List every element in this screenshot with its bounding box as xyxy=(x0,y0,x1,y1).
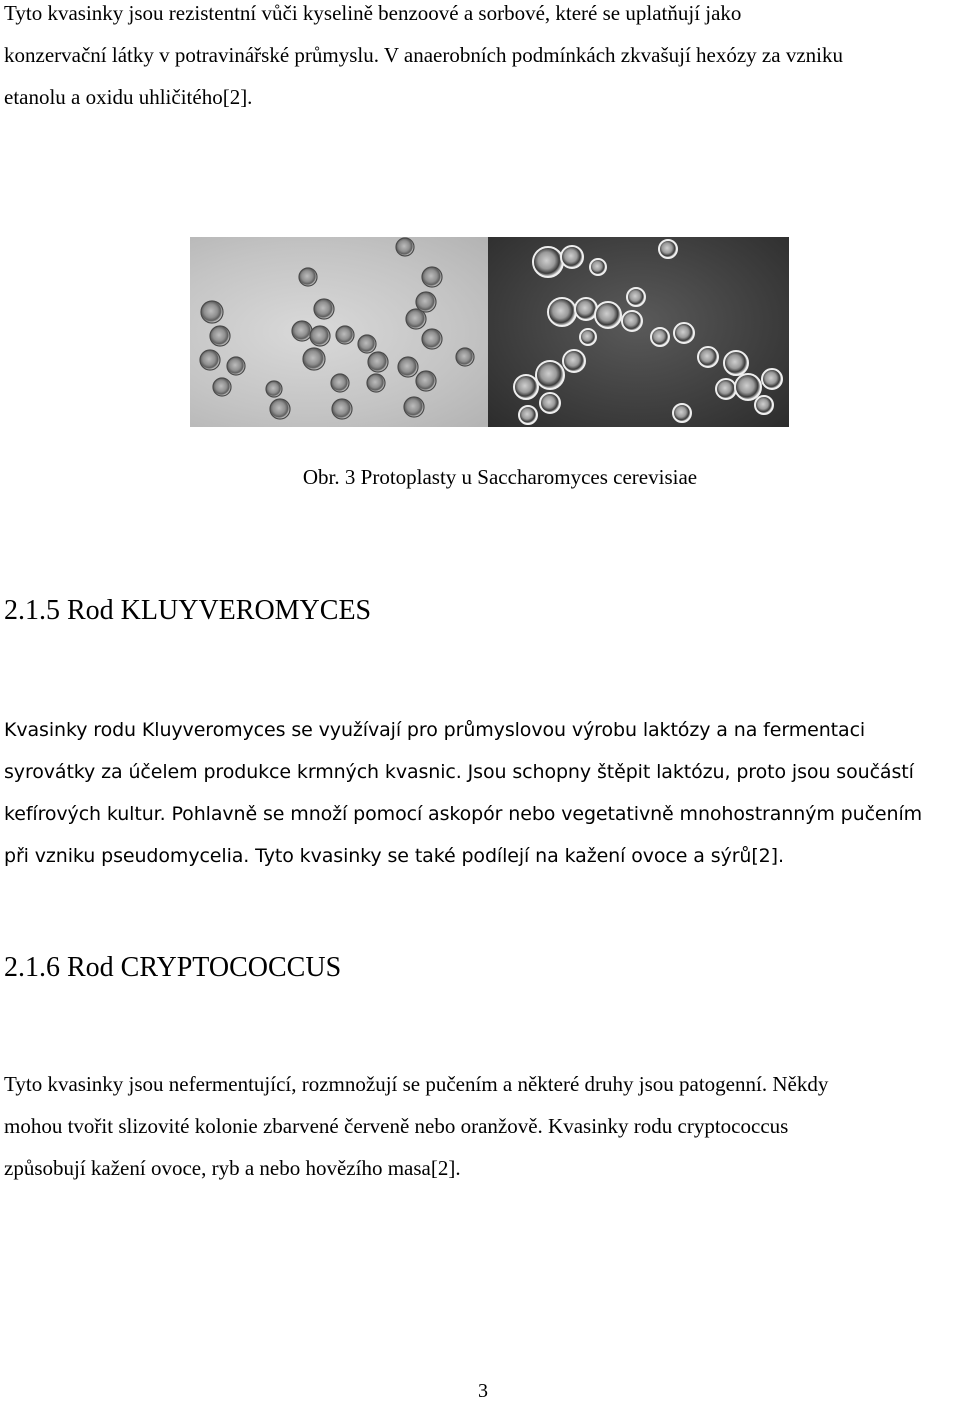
cryptococcus-paragraph xyxy=(4,1063,954,1189)
intro-line-1: Tyto kvasinky jsou rezistentní vůči kyselině benzoové a sorbové, které se uplatňují jako xyxy=(4,1,742,25)
cryptococcus-line-1: Tyto kvasinky jsou nefermentující, rozmnožují se pučením a některé druhy jsou patogenní. Někdy xyxy=(4,1072,829,1096)
page-number: 3 xyxy=(478,1380,488,1402)
protoplast-micrograph xyxy=(190,237,789,427)
intro-paragraph xyxy=(4,0,954,118)
kluyveromyces-line-4: při vzniku pseudomycelia. Tyto kvasinky se také podílejí na kažení ovoce a sýrů[2]. xyxy=(4,845,784,867)
kluyveromyces-line-2: syrovátky za účelem produkce krmných kvasnic. Jsou schopny štěpit laktózu, proto jsou součástí xyxy=(4,761,914,783)
phase-contrast-cells-image xyxy=(488,237,789,427)
kluyveromyces-line-3: kefírových kultur. Pohlavně se množí pomocí askopór nebo vegetativně mnohostranným pučením xyxy=(4,803,923,825)
section-heading-kluyveromyces: 2.1.5 Rod KLUYVEROMYCES xyxy=(4,595,372,626)
micrograph-brightfield-panel xyxy=(190,237,488,427)
cryptococcus-line-2: mohou tvořit slizovité kolonie zbarvené červeně nebo oranžově. Kvasinky rodu cryptococcus xyxy=(4,1114,789,1138)
intro-line-2: konzervační látky v potravinářské průmyslu. V anaerobních podmínkách zkvašují hexózy za vzniku xyxy=(4,43,843,67)
section-heading-cryptococcus: 2.1.6 Rod CRYPTOCOCCUS xyxy=(4,952,342,983)
cryptococcus-line-3: způsobují kažení ovoce, ryb a nebo hovězího masa[2]. xyxy=(4,1156,461,1180)
micrograph-phase-contrast-panel xyxy=(488,237,789,427)
kluyveromyces-line-1: Kvasinky rodu Kluyveromyces se využívají pro průmyslovou výrobu laktózy a na fermentaci xyxy=(4,719,866,741)
brightfield-cells-image xyxy=(190,237,488,427)
kluyveromyces-paragraph xyxy=(4,709,954,877)
figure-caption: Obr. 3 Protoplasty u Saccharomyces cerevisiae xyxy=(302,465,698,489)
intro-line-3: etanolu a oxidu uhličitého[2]. xyxy=(4,85,253,109)
